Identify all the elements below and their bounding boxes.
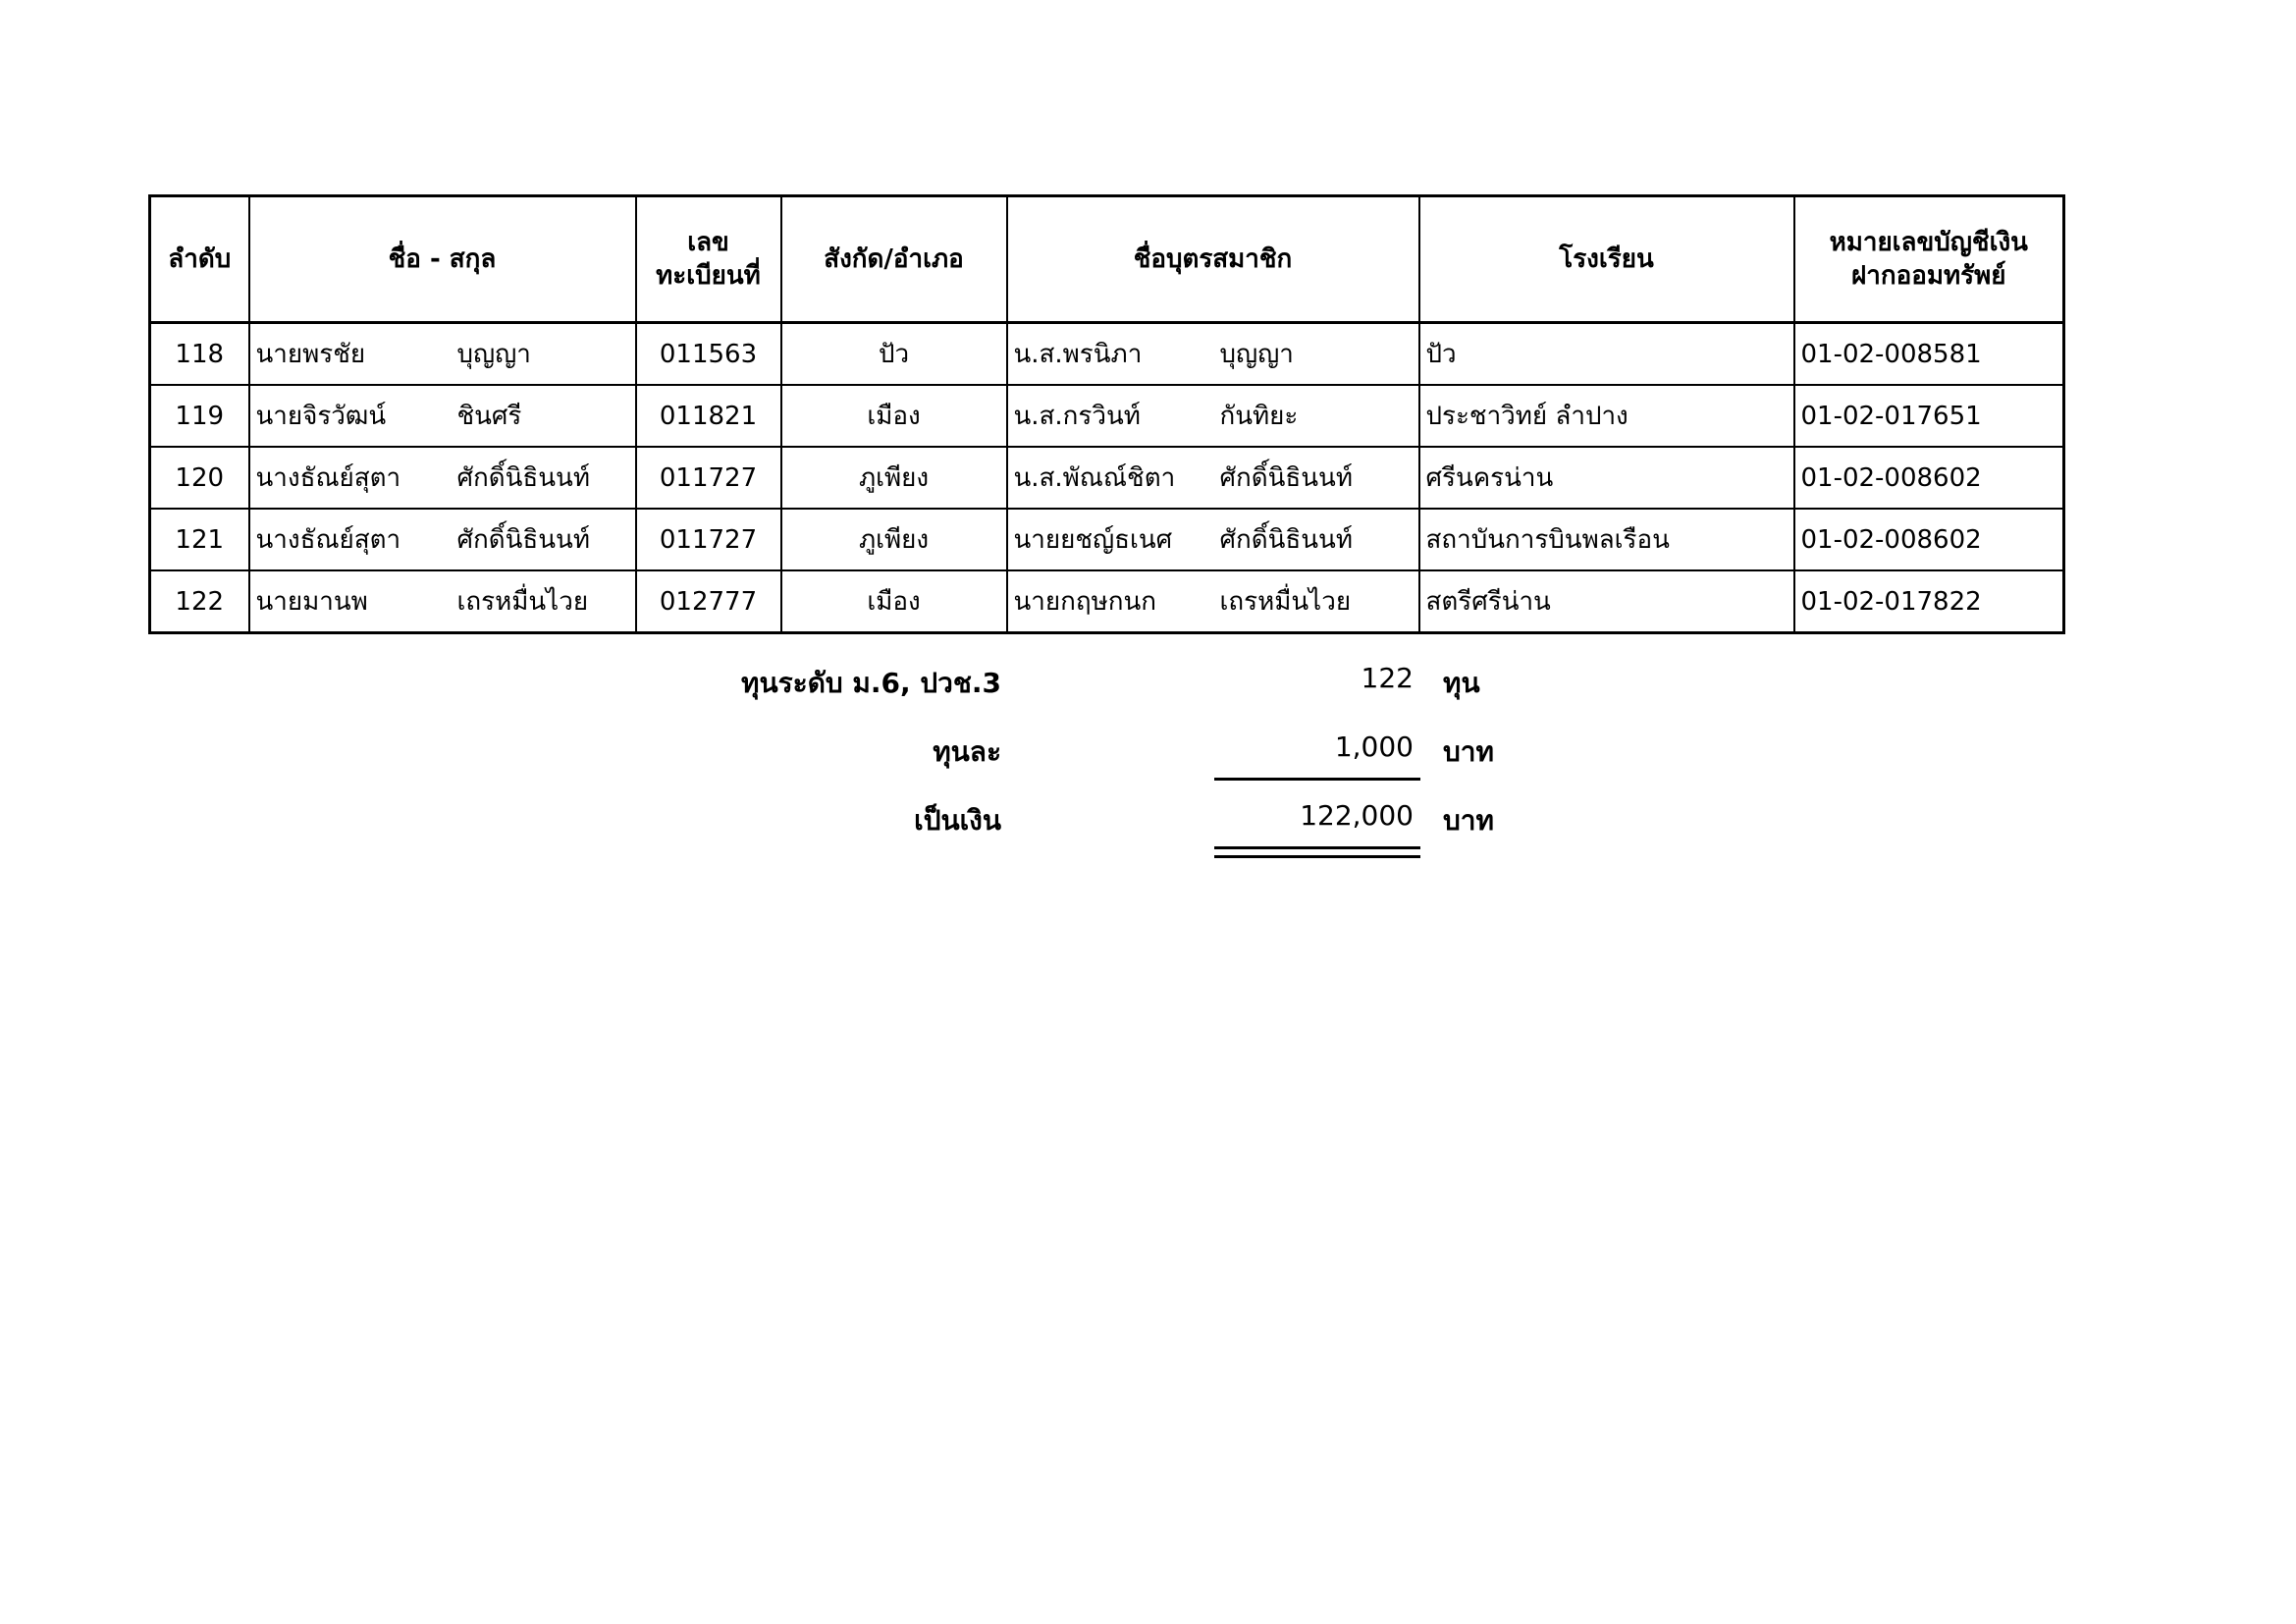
cell-school: ปัว	[1419, 323, 1794, 386]
member-first-name: นายพรชัย	[255, 339, 366, 369]
member-last-name: ศักดิ์นิธินนท์	[456, 462, 590, 493]
table-row	[150, 570, 2064, 633]
cell-account: 01-02-008602	[1794, 509, 2064, 570]
header-registration	[636, 196, 781, 323]
header-account-line2: ฝากออมทรัพย์	[1851, 261, 2006, 291]
child-first-name: นายกฤษกนก	[1013, 586, 1156, 617]
cell-district: ปัว	[781, 323, 1007, 386]
cell-seq: 122	[150, 570, 249, 633]
summary-count-row	[741, 648, 1531, 717]
header-registration-line2: ทะเบียนที่	[656, 261, 761, 291]
cell-registration: 011727	[636, 447, 781, 509]
member-first-name: นายจิรวัฒน์	[255, 401, 387, 431]
cell-account: 01-02-017822	[1794, 570, 2064, 633]
summary-total-label: เป็นเงิน	[914, 804, 1001, 837]
summary-total-value: 122,000	[1300, 799, 1414, 832]
summary-count-value: 122	[1361, 662, 1414, 694]
header-seq: ลำดับ	[150, 196, 249, 323]
member-first-name: นางธัณย์สุตา	[255, 462, 401, 493]
cell-seq: 120	[150, 447, 249, 509]
cell-registration: 011563	[636, 323, 781, 386]
table-row	[150, 509, 2064, 570]
member-last-name: ชินศรี	[456, 401, 522, 431]
header-child-name: ชื่อบุตรสมาชิก	[1007, 196, 1419, 323]
child-first-name: น.ส.พรนิภา	[1013, 339, 1143, 369]
member-last-name: ศักดิ์นิธินนท์	[456, 524, 590, 555]
header-registration-line1: เลข	[687, 228, 729, 257]
cell-school: สถาบันการบินพลเรือน	[1419, 509, 1794, 570]
child-last-name: ศักดิ์นิธินนท์	[1219, 462, 1353, 493]
cell-district: เมือง	[781, 570, 1007, 633]
total-double-underline	[1214, 846, 1420, 858]
cell-account: 01-02-008602	[1794, 447, 2064, 509]
child-last-name: เถรหมื่นไวย	[1219, 586, 1352, 617]
child-first-name: นายยชญ์ธเนศ	[1013, 524, 1173, 555]
child-last-name: กันทิยะ	[1219, 401, 1299, 431]
summary-block	[741, 648, 1531, 854]
subtotal-underline	[1214, 778, 1420, 781]
summary-per-value: 1,000	[1334, 731, 1414, 763]
summary-per-label: ทุนละ	[933, 735, 1001, 768]
cell-district: ภูเพียง	[781, 447, 1007, 509]
cell-registration: 012777	[636, 570, 781, 633]
child-first-name: น.ส.พัณณ์ชิตา	[1013, 462, 1176, 493]
table-header-row	[150, 196, 2064, 323]
header-name: ชื่อ - สกุล	[249, 196, 636, 323]
cell-district: เมือง	[781, 385, 1007, 447]
cell-member-name	[249, 509, 636, 570]
header-school: โรงเรียน	[1419, 196, 1794, 323]
cell-account: 01-02-008581	[1794, 323, 2064, 386]
cell-child-name	[1007, 447, 1419, 509]
member-last-name: เถรหมื่นไวย	[456, 586, 589, 617]
cell-child-name	[1007, 323, 1419, 386]
cell-district: ภูเพียง	[781, 509, 1007, 570]
cell-member-name	[249, 385, 636, 447]
cell-registration: 011821	[636, 385, 781, 447]
scholarship-table	[148, 194, 2065, 634]
cell-child-name	[1007, 509, 1419, 570]
cell-account: 01-02-017651	[1794, 385, 2064, 447]
header-district: สังกัด/อำเภอ	[781, 196, 1007, 323]
child-first-name: น.ส.กรวินท์	[1013, 401, 1141, 431]
cell-school: ประชาวิทย์ ลำปาง	[1419, 385, 1794, 447]
summary-total-row	[785, 785, 1531, 854]
summary-count-label: ทุนระดับ ม.6, ปวช.3	[741, 667, 1001, 699]
member-last-name: บุญญา	[456, 339, 531, 369]
summary-count-unit: ทุน	[1443, 667, 1480, 699]
child-last-name: ศักดิ์นิธินนท์	[1219, 524, 1353, 555]
summary-per-row	[785, 717, 1531, 785]
header-account-line1: หมายเลขบัญชีเงิน	[1829, 228, 2028, 257]
member-first-name: นางธัณย์สุตา	[255, 524, 401, 555]
table-row	[150, 447, 2064, 509]
cell-child-name	[1007, 385, 1419, 447]
cell-seq: 119	[150, 385, 249, 447]
table-row	[150, 385, 2064, 447]
cell-school: สตรีศรีน่าน	[1419, 570, 1794, 633]
summary-total-unit: บาท	[1443, 804, 1494, 837]
cell-child-name	[1007, 570, 1419, 633]
summary-per-unit: บาท	[1443, 735, 1494, 768]
cell-seq: 121	[150, 509, 249, 570]
cell-member-name	[249, 323, 636, 386]
cell-school: ศรีนครน่าน	[1419, 447, 1794, 509]
child-last-name: บุญญา	[1219, 339, 1294, 369]
cell-member-name	[249, 570, 636, 633]
header-account	[1794, 196, 2064, 323]
cell-member-name	[249, 447, 636, 509]
cell-seq: 118	[150, 323, 249, 386]
table-row	[150, 323, 2064, 386]
member-first-name: นายมานพ	[255, 586, 368, 617]
cell-registration: 011727	[636, 509, 781, 570]
